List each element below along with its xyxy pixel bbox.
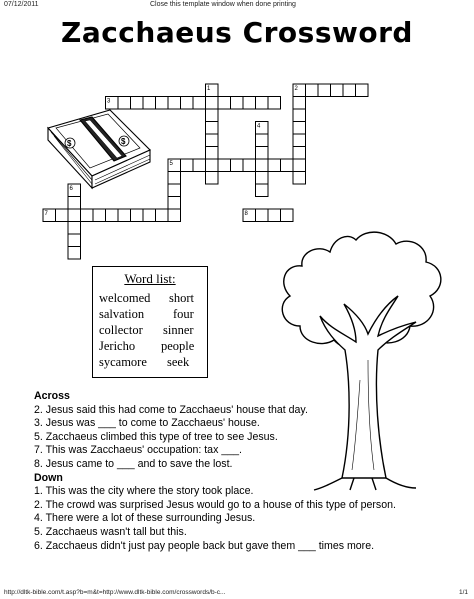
grid-cell [306,84,319,97]
grid-cell [168,209,181,222]
money-stack-icon [48,110,150,188]
clue-down: 1. This was the city where the story took place. [34,485,254,498]
grid-cell [68,234,81,247]
grid-cell [156,97,169,110]
grid-cell [68,222,81,235]
grid-cell [293,172,306,185]
grid-cell [218,97,231,110]
grid-cell [243,159,256,172]
money-symbol: $ [67,139,72,148]
word-list-item: people [161,339,195,353]
clue-down: 4. There were a lot of these surrounding Jesus. [34,512,256,525]
grid-cell [206,134,219,147]
clue-number: 2 [294,86,298,92]
clue-number: 4 [257,123,261,130]
print-notice: Close this template window when done printing [150,1,296,8]
grid-cell [293,97,306,110]
grid-cell [331,84,344,97]
page-title: Zacchaeus Crossword [61,16,413,49]
down-heading: Down [34,471,63,484]
grid-cell [168,197,181,210]
grid-cell [168,184,181,197]
grid-cell [343,84,356,97]
grid-cell [293,109,306,122]
grid-cell [193,159,206,172]
grid-cell [231,159,244,172]
grid-cell [131,97,144,110]
grid-cell [318,84,331,97]
grid-cell [181,159,194,172]
grid-cell [293,134,306,147]
grid-cell [293,147,306,160]
grid-cell [206,97,219,110]
word-list-title: Word list: [124,271,176,286]
clue-across: 3. Jesus was ___ to come to Zacchaeus' house. [34,417,260,430]
grid-cell [106,209,119,222]
grid-cell [206,109,219,122]
grid-cell [143,97,156,110]
grid-cell [181,97,194,110]
clue-across: 8. Jesus came to ___ and to save the lost. [34,457,233,470]
grid-cell [218,159,231,172]
grid-cell [281,209,294,222]
clue-down: 6. Zacchaeus didn't just pay people back but gave them ___ times more. [34,539,375,552]
grid-cell [268,97,281,110]
grid-cell [256,134,269,147]
clues-section [34,390,464,553]
grid-cell [81,209,94,222]
grid-cell [356,84,369,97]
grid-cell [268,159,281,172]
grid-cell [256,97,269,110]
grid-cell [68,197,81,210]
grid-cell [68,247,81,260]
money-symbol: $ [121,137,126,146]
clue-down: 2. The crowd was surprised Jesus would go to a house of this type of person. [34,498,396,511]
clue-across: 7. This was Zacchaeus' occupation: tax ___. [34,444,242,457]
grid-cell [168,172,181,185]
word-list-box [92,266,208,378]
clue-across: 2. Jesus said this had come to Zacchaeus' house that day. [34,403,308,416]
word-list-item: short [169,291,194,305]
grid-cell [231,97,244,110]
grid-cell [256,159,269,172]
across-heading: Across [34,390,70,402]
footer-url: http://dltk-bible.com/t.asp?b=m&t=http://www.dltk-bible.com/crosswords/b-c... [4,589,226,596]
clue-down: 5. Zacchaeus wasn't tall but this. [34,525,187,538]
grid-cell [118,97,131,110]
grid-cell [131,209,144,222]
clue-number: 1 [207,86,211,92]
word-list-item: sinner [163,323,194,337]
grid-cell [156,209,169,222]
clue-number: 5 [169,161,173,167]
grid-cell [206,159,219,172]
grid-cell [256,184,269,197]
word-list-item: sycamore [99,355,147,369]
clue-number: 3 [107,98,111,105]
grid-cell [143,209,156,222]
grid-cell [93,209,106,222]
grid-cell [293,159,306,172]
grid-cell [243,97,256,110]
grid-cell [293,122,306,135]
clue-across: 5. Zacchaeus climbed this type of tree to see Jesus. [34,430,278,443]
grid-cell [206,147,219,160]
print-date: 07/12/2011 [4,1,39,8]
word-list-item: four [173,307,194,321]
grid-cell [206,172,219,185]
grid-cell [68,209,81,222]
clue-number: 7 [44,211,48,217]
grid-cell [118,209,131,222]
footer-page: 1/1 [458,589,468,596]
grid-cell [168,97,181,110]
word-list-item: seek [167,355,190,369]
grid-cell [281,159,294,172]
word-list-item: salvation [99,307,145,321]
grid-cell [256,147,269,160]
grid-cell [256,172,269,185]
grid-cell [206,122,219,135]
grid-cell [268,209,281,222]
grid-cell [56,209,69,222]
word-list-item: collector [99,323,143,337]
word-list-item: Jericho [99,339,136,353]
grid-cell [256,209,269,222]
grid-cell [193,97,206,110]
clue-number: 8 [244,211,248,217]
clue-number: 6 [69,186,73,192]
word-list-item: welcomed [99,291,151,305]
